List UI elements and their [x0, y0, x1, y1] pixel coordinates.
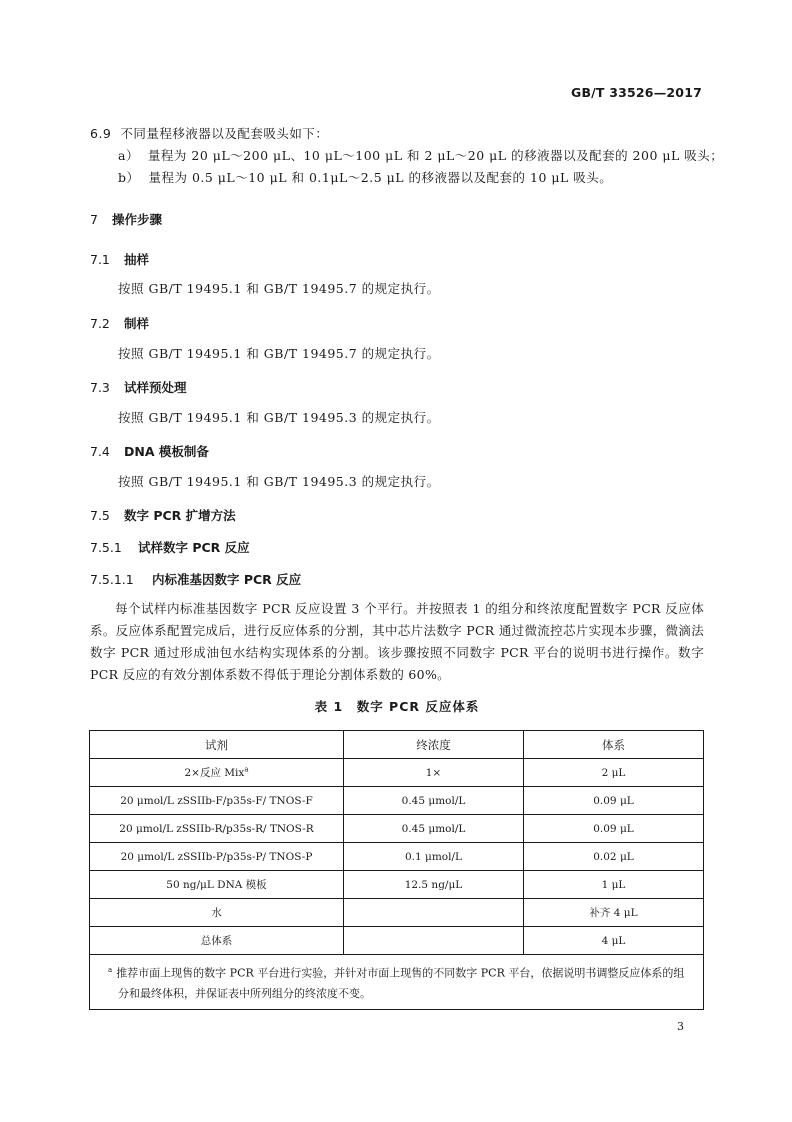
section-title: 试样数字 PCR 反应	[138, 540, 250, 555]
section-7-1-heading: 7.1 抽样	[90, 252, 150, 267]
list-item	[118, 146, 723, 164]
table-cell-reagent: 2×反应 Mix$^a$	[90, 759, 344, 787]
section-6-9-number: 6.9	[90, 126, 112, 141]
section-7-5-1-heading: 7.5.1 试样数字 PCR 反应	[90, 540, 250, 555]
list-item	[118, 168, 612, 186]
table-cell-volume: 4 μL	[524, 927, 704, 955]
table-row	[90, 759, 704, 787]
section-title: 抽样	[124, 252, 150, 267]
reaction-system-table	[89, 730, 704, 1010]
table-cell-reagent: 20 μmol/L zSSIIb-F/p35s-F/ TNOS-F	[90, 787, 344, 815]
table-header-volume: 体系	[524, 731, 704, 759]
section-7-5-heading: 7.5 数字 PCR 扩增方法	[90, 508, 236, 523]
section-title: 数字 PCR 扩增方法	[124, 508, 236, 523]
table-cell-volume: 补齐 4 μL	[524, 899, 704, 927]
table-cell-concentration: 0.45 μmol/L	[344, 815, 524, 843]
footnote-marker: a	[244, 765, 249, 774]
section-title: 试样预处理	[124, 380, 187, 395]
paragraph-7-5-1-1: 每个试样内标准基因数字 PCR 反应设置 3 个平行。并按照表 1 的组分和终浓度配置数字 PCR 反应体系。反应体系配置完成后，进行反应体系的分割，其中芯片法数字 PCR 通过微流控芯片实现本步骤，微滴法数字 PCR 通过形成油包水结构实现体系的分割。该步骤按照不同数字 PCR 平台的说明书进行操作。数字 PCR 反应的有效分割体系数不得低于理论分割体系数的 60%。	[90, 601, 704, 682]
table-cell-reagent: 20 μmol/L zSSIIb-P/p35s-P/ TNOS-P	[90, 843, 344, 871]
section-title: 内标准基因数字 PCR 反应	[152, 572, 302, 587]
section-6-9	[90, 124, 328, 142]
section-7-4-body: 按照 GB/T 19495.1 和 GB/T 19495.3 的规定执行。	[118, 474, 440, 489]
section-7-3-body: 按照 GB/T 19495.1 和 GB/T 19495.3 的规定执行。	[118, 410, 440, 425]
section-title: 制样	[124, 316, 150, 331]
section-title: 操作步骤	[112, 212, 163, 227]
table-cell-reagent: 50 ng/μL DNA 模板	[90, 871, 344, 899]
table-row	[90, 787, 704, 815]
section-7-3-heading: 7.3 试样预处理	[90, 380, 187, 395]
table-cell-volume: 2 μL	[524, 759, 704, 787]
table-row	[90, 927, 704, 955]
table-cell-volume: 0.02 μL	[524, 843, 704, 871]
section-7-1-body: 按照 GB/T 19495.1 和 GB/T 19495.7 的规定执行。	[118, 281, 440, 296]
page-number: 3	[677, 1020, 684, 1033]
table-cell-concentration: 0.1 μmol/L	[344, 843, 524, 871]
footnote-marker: a	[108, 966, 113, 975]
list-item-label: a）	[118, 148, 139, 163]
table-footnote-row	[90, 955, 704, 1010]
table-row	[90, 899, 704, 927]
table-cell-reagent: 水	[90, 899, 344, 927]
list-item-text: 量程为 20 μL～200 μL、10 μL～100 μL 和 2 μL～20 μL 的移液器以及配套的 200 μL 吸头；	[147, 148, 724, 163]
table-caption: 表 1 数字 PCR 反应体系	[314, 699, 480, 714]
section-7-2-heading: 7.2 制样	[90, 316, 150, 331]
table-cell-volume: 0.09 μL	[524, 787, 704, 815]
table-header-reagent: 试剂	[90, 731, 344, 759]
table-cell-concentration: 12.5 ng/μL	[344, 871, 524, 899]
list-item-label: b）	[118, 170, 140, 185]
section-7-4-heading: 7.4 DNA 模板制备	[90, 444, 209, 459]
table-header-final-concentration: 终浓度	[344, 731, 524, 759]
table-row	[90, 815, 704, 843]
section-6-9-text: 不同量程移液器以及配套吸头如下：	[120, 126, 329, 141]
section-7-2-body: 按照 GB/T 19495.1 和 GB/T 19495.7 的规定执行。	[118, 346, 440, 361]
section-7-heading: 7 操作步骤	[90, 212, 163, 227]
table-cell-volume: 1 μL	[524, 871, 704, 899]
table-cell-volume: 0.09 μL	[524, 815, 704, 843]
footnote-text: 推荐市面上现售的数字 PCR 平台进行实验，并针对市面上现售的不同数字 PCR 平台，依据说明书调整反应体系的组分和最终体积，并保证表中所列组分的终浓度不变。	[116, 966, 685, 1000]
table-footnote	[90, 955, 704, 1010]
section-title: DNA 模板制备	[124, 444, 209, 459]
table-cell-concentration	[344, 927, 524, 955]
table-cell-reagent: 总体系	[90, 927, 344, 955]
table-row	[90, 871, 704, 899]
table-row	[90, 843, 704, 871]
table-cell-concentration	[344, 899, 524, 927]
list-item-text: 量程为 0.5 μL～10 μL 和 0.1μL～2.5 μL 的移液器以及配套的 10 μL 吸头。	[148, 170, 613, 185]
standard-code: GB/T 33526—2017	[570, 85, 702, 100]
table-header-row	[90, 731, 704, 759]
table-cell-concentration: 1×	[344, 759, 524, 787]
section-7-5-1-1-heading: 7.5.1.1 内标准基因数字 PCR 反应	[90, 572, 302, 587]
table-cell-reagent: 20 μmol/L zSSIIb-R/p35s-R/ TNOS-R	[90, 815, 344, 843]
table-cell-concentration: 0.45 μmol/L	[344, 787, 524, 815]
